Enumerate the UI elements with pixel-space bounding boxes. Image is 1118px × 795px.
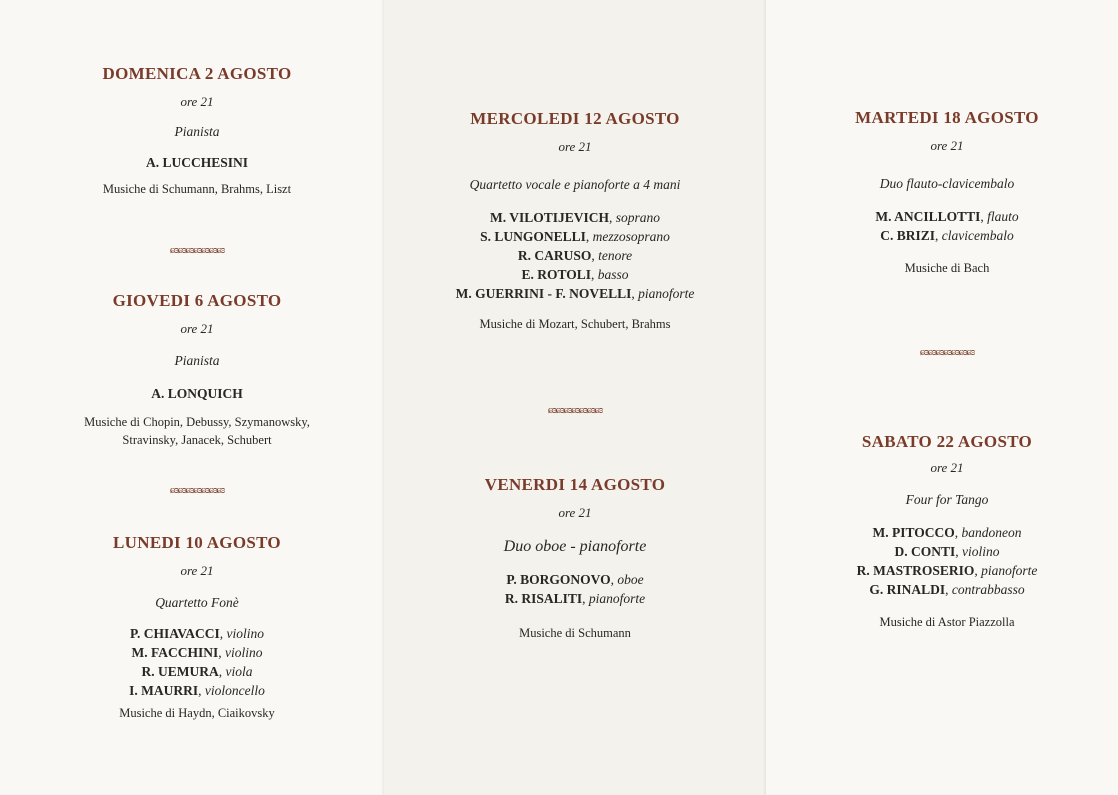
concert-venerdi <box>384 474 766 642</box>
performer-line: R. UEMURA, viola <box>141 664 253 679</box>
concert-day: MARTEDI 18 AGOSTO <box>855 108 1039 127</box>
performer-name: M. PITOCCO <box>872 525 955 540</box>
ornament-divider: ɕɞɕɞɕɞɕɞɕɞɕɞɕɞ <box>919 346 975 358</box>
performer-name: C. BRIZI <box>880 228 936 243</box>
ensemble-type: Duo oboe - pianoforte <box>503 538 647 555</box>
ensemble-type: Pianista <box>174 353 220 368</box>
program-text-line-2: Stravinsky, Janacek, Schubert <box>122 433 272 447</box>
performer-role: oboe <box>617 572 644 587</box>
performer-role: violino <box>225 645 263 660</box>
performer-name: R. CARUSO <box>517 248 592 263</box>
concert-giovedi <box>0 290 394 449</box>
performer-line: M. VILOTIJEVICH, soprano <box>489 210 661 225</box>
performer-name: A. LONQUICH <box>151 386 243 401</box>
performer-line: R. MASTROSERIO, pianoforte <box>856 563 1038 578</box>
performer-role: mezzosoprano <box>592 229 670 244</box>
performer-line: C. BRIZI, clavicembalo <box>880 228 1014 243</box>
concert-time: ore 21 <box>180 563 214 578</box>
performer-line: I. MAURRI, violoncello <box>129 683 265 698</box>
ornament-divider: ɕɞɕɞɕɞɕɞɕɞɕɞɕɞ <box>547 404 603 416</box>
concert-day: VENERDI 14 AGOSTO <box>484 475 666 494</box>
performer-name: R. RISALITI <box>504 591 583 606</box>
concert-day: MERCOLEDI 12 AGOSTO <box>470 109 680 128</box>
program-text: Musiche di Schumann <box>519 626 631 640</box>
ensemble-type: Quartetto vocale e pianoforte a 4 mani <box>469 177 681 192</box>
performer-name: M. GUERRINI - F. NOVELLI <box>455 286 632 301</box>
left-panel <box>0 0 384 795</box>
ornament-divider: ɕɞɕɞɕɞɕɞɕɞɕɞɕɞ <box>169 244 225 256</box>
performer-name: M. ANCILLOTTI <box>875 209 981 224</box>
performer-line: M. ANCILLOTTI, flauto <box>875 209 1019 224</box>
right-panel <box>766 0 1118 795</box>
performer-line: M. PITOCCO, bandoneon <box>872 525 1022 540</box>
program-text: Musiche di Bach <box>904 261 990 275</box>
concert-day: SABATO 22 AGOSTO <box>861 432 1033 451</box>
concert-time: ore 21 <box>558 505 592 520</box>
performer-name: P. CHIAVACCI <box>129 626 220 641</box>
performer-role: pianoforte <box>981 563 1038 578</box>
program-text: Musiche di Astor Piazzolla <box>879 615 1015 629</box>
performer-line: M. GUERRINI - F. NOVELLI, pianoforte <box>455 286 695 301</box>
concert-domenica <box>0 63 394 198</box>
performer-line: R. CARUSO, tenore <box>517 248 633 263</box>
ensemble-type: Pianista <box>174 124 220 139</box>
performer-line: S. LUNGONELLI, mezzosoprano <box>480 229 670 244</box>
performer-role: tenore <box>598 248 633 263</box>
performer-name: P. BORGONOVO <box>506 572 611 587</box>
performer-line: R. RISALITI, pianoforte <box>504 591 646 606</box>
program-text: Musiche di Haydn, Ciaikovsky <box>119 706 275 720</box>
performer-role: flauto <box>987 209 1019 224</box>
concert-day: LUNEDI 10 AGOSTO <box>113 533 281 552</box>
performer-name: I. MAURRI <box>129 683 199 698</box>
performer-name: M. FACCHINI <box>131 645 219 660</box>
performer-line <box>0 384 394 403</box>
concert-lunedi <box>0 532 394 722</box>
ensemble-type: Four for Tango <box>905 492 989 507</box>
performer-line: M. FACCHINI, violino <box>131 645 263 660</box>
concert-time: ore 21 <box>558 139 592 154</box>
performer-line: E. ROTOLI, basso <box>521 267 629 282</box>
performer-line: G. RINALDI, contrabbasso <box>869 582 1025 597</box>
performer-role: contrabbasso <box>951 582 1025 597</box>
ensemble-type: Duo flauto-clavicembalo <box>879 176 1015 191</box>
performer-name: A. LUCCHESINI <box>145 155 249 170</box>
performer-role: violino <box>962 544 1000 559</box>
performer-name: R. MASTROSERIO <box>856 563 975 578</box>
concert-time: ore 21 <box>180 94 214 109</box>
concert-time: ore 21 <box>180 321 214 336</box>
concert-day: GIOVEDI 6 AGOSTO <box>112 291 282 310</box>
program-text: Musiche di Schumann, Brahms, Liszt <box>102 182 292 196</box>
middle-panel <box>384 0 766 795</box>
performer-line: D. CONTI, violino <box>894 544 1000 559</box>
performer-role: violoncello <box>204 683 265 698</box>
ornament-divider: ɕɞɕɞɕɞɕɞɕɞɕɞɕɞ <box>169 484 225 496</box>
performer-name: D. CONTI <box>894 544 956 559</box>
concert-martedi <box>766 107 1118 277</box>
performer-line <box>0 153 394 172</box>
performer-role: violino <box>226 626 265 641</box>
performer-name: G. RINALDI <box>869 582 946 597</box>
concert-day: DOMENICA 2 AGOSTO <box>102 64 292 83</box>
performer-role: clavicembalo <box>941 228 1014 243</box>
concert-time: ore 21 <box>930 138 964 153</box>
performer-name: M. VILOTIJEVICH <box>489 210 609 225</box>
concert-time: ore 21 <box>930 460 964 475</box>
performer-role: bandoneon <box>961 525 1022 540</box>
performer-role: viola <box>225 664 253 679</box>
performer-role: soprano <box>615 210 661 225</box>
performer-line: P. BORGONOVO, oboe <box>506 572 644 587</box>
program-text-line-1: Musiche di Chopin, Debussy, Szymanowsky, <box>84 415 310 429</box>
performer-name: S. LUNGONELLI <box>480 229 586 244</box>
performer-name: E. ROTOLI <box>521 267 591 282</box>
concert-sabato <box>766 431 1118 631</box>
program-text: Musiche di Mozart, Schubert, Brahms <box>479 317 671 331</box>
performer-name: R. UEMURA <box>141 664 219 679</box>
concert-mercoledi <box>384 108 766 333</box>
performer-role: basso <box>597 267 629 282</box>
performer-role: pianoforte <box>588 591 646 606</box>
performer-role: pianoforte <box>638 286 695 301</box>
performer-line: P. CHIAVACCI, violino <box>129 626 265 641</box>
ensemble-type: Quartetto Fonè <box>155 595 239 610</box>
